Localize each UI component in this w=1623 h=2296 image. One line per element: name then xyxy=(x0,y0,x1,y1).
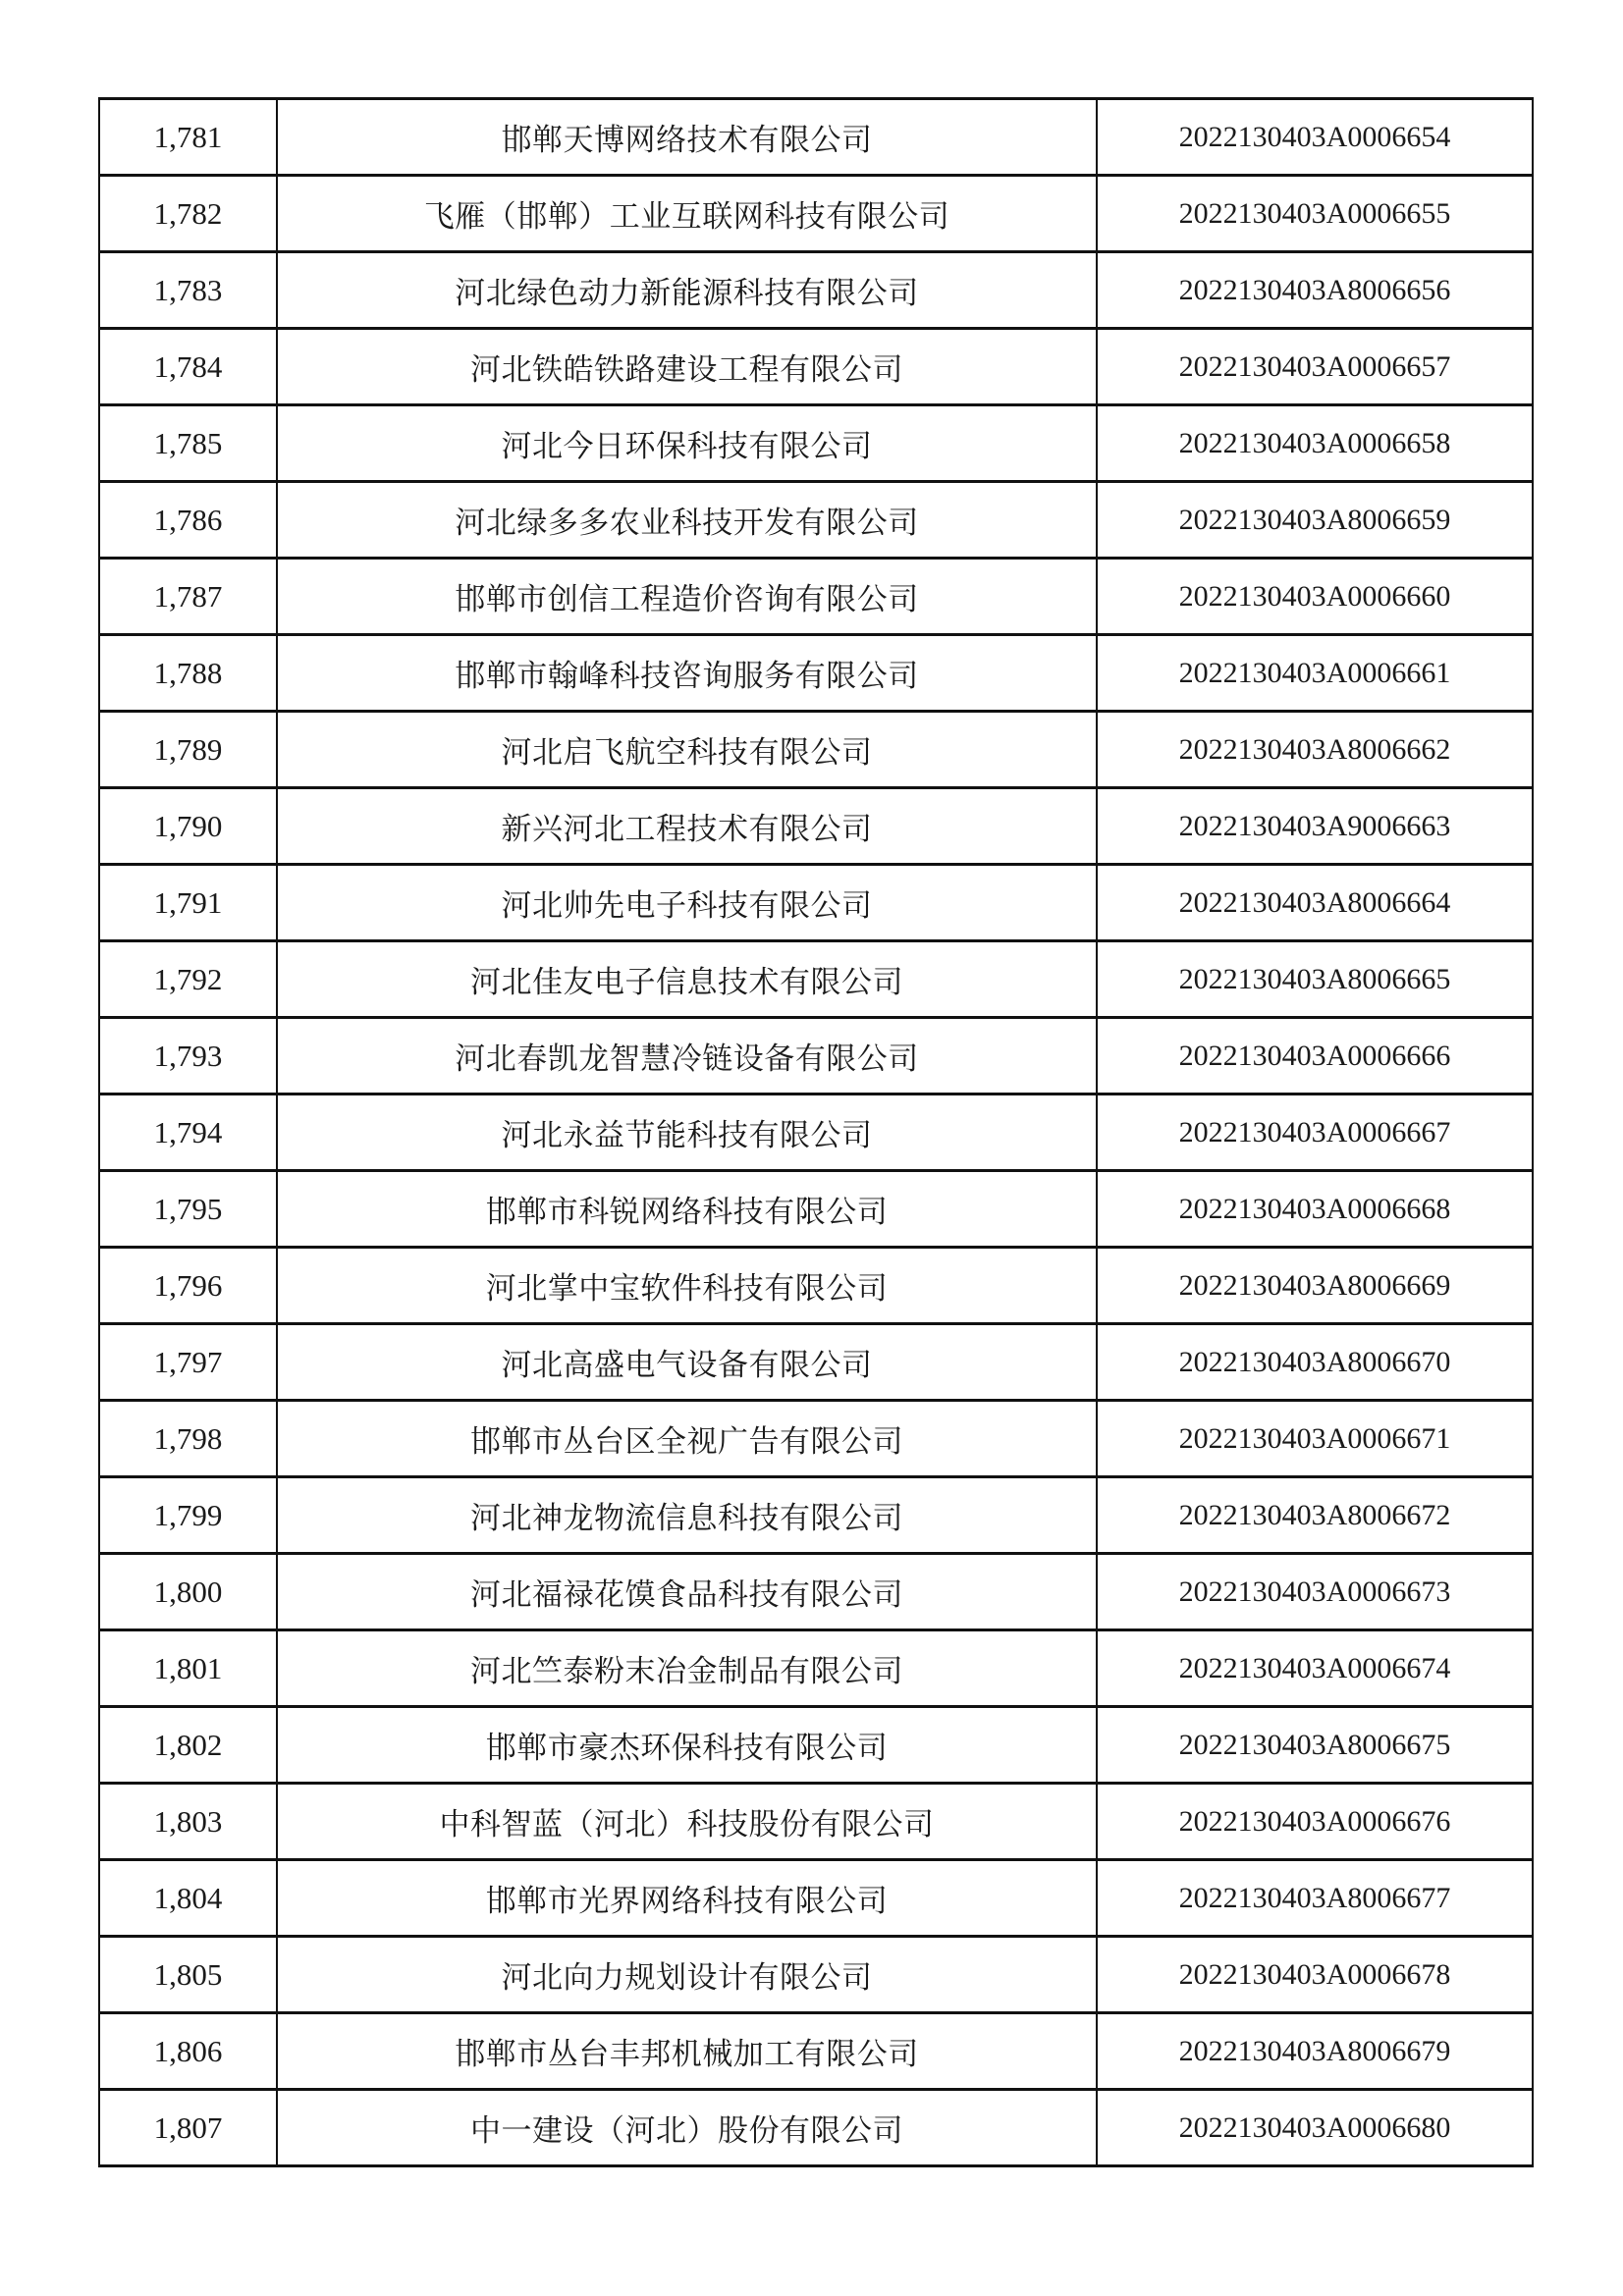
company-name-cell: 河北今日环保科技有限公司 xyxy=(277,405,1097,482)
company-name-cell: 新兴河北工程技术有限公司 xyxy=(277,788,1097,865)
registration-code-cell: 2022130403A8006662 xyxy=(1097,712,1533,788)
table-row xyxy=(99,1860,1533,1937)
company-name-cell: 邯郸市丛台丰邦机械加工有限公司 xyxy=(277,2013,1097,2090)
table-row xyxy=(99,405,1533,482)
registration-code-cell: 2022130403A0006674 xyxy=(1097,1630,1533,1707)
row-number-cell: 1,785 xyxy=(99,405,277,482)
registration-code-cell: 2022130403A8006669 xyxy=(1097,1248,1533,1324)
row-number-cell: 1,788 xyxy=(99,635,277,712)
company-name-cell: 河北高盛电气设备有限公司 xyxy=(277,1324,1097,1401)
row-number-cell: 1,807 xyxy=(99,2090,277,2166)
row-number-cell: 1,795 xyxy=(99,1171,277,1248)
row-number-cell: 1,805 xyxy=(99,1937,277,2013)
company-name-cell: 邯郸市创信工程造价咨询有限公司 xyxy=(277,559,1097,635)
row-number-cell: 1,783 xyxy=(99,252,277,329)
company-registry-table xyxy=(98,97,1534,2167)
company-name-cell: 河北绿色动力新能源科技有限公司 xyxy=(277,252,1097,329)
row-number-cell: 1,784 xyxy=(99,329,277,405)
row-number-cell: 1,798 xyxy=(99,1401,277,1477)
row-number-cell: 1,786 xyxy=(99,482,277,559)
company-name-cell: 河北掌中宝软件科技有限公司 xyxy=(277,1248,1097,1324)
table-body xyxy=(99,99,1533,2166)
row-number-cell: 1,796 xyxy=(99,1248,277,1324)
table-row xyxy=(99,99,1533,176)
table-row xyxy=(99,635,1533,712)
table-row xyxy=(99,1095,1533,1171)
registration-code-cell: 2022130403A0006654 xyxy=(1097,99,1533,176)
registration-code-cell: 2022130403A0006667 xyxy=(1097,1095,1533,1171)
table-row xyxy=(99,1401,1533,1477)
table-row xyxy=(99,1784,1533,1860)
company-name-cell: 河北绿多多农业科技开发有限公司 xyxy=(277,482,1097,559)
registration-code-cell: 2022130403A0006666 xyxy=(1097,1018,1533,1095)
table-row xyxy=(99,1937,1533,2013)
registration-code-cell: 2022130403A0006671 xyxy=(1097,1401,1533,1477)
registration-code-cell: 2022130403A8006664 xyxy=(1097,865,1533,941)
company-name-cell: 河北向力规划设计有限公司 xyxy=(277,1937,1097,2013)
registration-code-cell: 2022130403A8006670 xyxy=(1097,1324,1533,1401)
registration-code-cell: 2022130403A0006680 xyxy=(1097,2090,1533,2166)
registration-code-cell: 2022130403A9006663 xyxy=(1097,788,1533,865)
registration-code-cell: 2022130403A0006660 xyxy=(1097,559,1533,635)
registration-code-cell: 2022130403A0006668 xyxy=(1097,1171,1533,1248)
table-row xyxy=(99,1171,1533,1248)
row-number-cell: 1,787 xyxy=(99,559,277,635)
registration-code-cell: 2022130403A8006659 xyxy=(1097,482,1533,559)
table-row xyxy=(99,1477,1533,1554)
table-row xyxy=(99,1248,1533,1324)
registration-code-cell: 2022130403A8006656 xyxy=(1097,252,1533,329)
registration-code-cell: 2022130403A8006679 xyxy=(1097,2013,1533,2090)
registration-code-cell: 2022130403A0006658 xyxy=(1097,405,1533,482)
registration-code-cell: 2022130403A8006675 xyxy=(1097,1707,1533,1784)
company-name-cell: 邯郸市丛台区全视广告有限公司 xyxy=(277,1401,1097,1477)
table-row xyxy=(99,1324,1533,1401)
row-number-cell: 1,792 xyxy=(99,941,277,1018)
row-number-cell: 1,797 xyxy=(99,1324,277,1401)
table-row xyxy=(99,1630,1533,1707)
company-name-cell: 河北神龙物流信息科技有限公司 xyxy=(277,1477,1097,1554)
company-name-cell: 邯郸市翰峰科技咨询服务有限公司 xyxy=(277,635,1097,712)
row-number-cell: 1,806 xyxy=(99,2013,277,2090)
company-name-cell: 中一建设（河北）股份有限公司 xyxy=(277,2090,1097,2166)
row-number-cell: 1,800 xyxy=(99,1554,277,1630)
table-row xyxy=(99,712,1533,788)
company-name-cell: 河北铁皓铁路建设工程有限公司 xyxy=(277,329,1097,405)
registration-code-cell: 2022130403A0006676 xyxy=(1097,1784,1533,1860)
registration-code-cell: 2022130403A8006665 xyxy=(1097,941,1533,1018)
row-number-cell: 1,801 xyxy=(99,1630,277,1707)
company-name-cell: 河北永益节能科技有限公司 xyxy=(277,1095,1097,1171)
table-row xyxy=(99,1554,1533,1630)
company-name-cell: 邯郸市科锐网络科技有限公司 xyxy=(277,1171,1097,1248)
company-name-cell: 邯郸天博网络技术有限公司 xyxy=(277,99,1097,176)
row-number-cell: 1,803 xyxy=(99,1784,277,1860)
company-name-cell: 河北帅先电子科技有限公司 xyxy=(277,865,1097,941)
table-row xyxy=(99,865,1533,941)
row-number-cell: 1,802 xyxy=(99,1707,277,1784)
registration-code-cell: 2022130403A0006655 xyxy=(1097,176,1533,252)
row-number-cell: 1,782 xyxy=(99,176,277,252)
registration-code-cell: 2022130403A0006673 xyxy=(1097,1554,1533,1630)
row-number-cell: 1,794 xyxy=(99,1095,277,1171)
company-name-cell: 河北佳友电子信息技术有限公司 xyxy=(277,941,1097,1018)
registration-code-cell: 2022130403A8006672 xyxy=(1097,1477,1533,1554)
table-row xyxy=(99,1018,1533,1095)
company-name-cell: 邯郸市光界网络科技有限公司 xyxy=(277,1860,1097,1937)
table-row xyxy=(99,788,1533,865)
table-row xyxy=(99,482,1533,559)
table-row xyxy=(99,329,1533,405)
company-name-cell: 河北福禄花馍食品科技有限公司 xyxy=(277,1554,1097,1630)
company-name-cell: 河北启飞航空科技有限公司 xyxy=(277,712,1097,788)
table-row xyxy=(99,2090,1533,2166)
row-number-cell: 1,790 xyxy=(99,788,277,865)
company-name-cell: 河北竺泰粉末冶金制品有限公司 xyxy=(277,1630,1097,1707)
table-row xyxy=(99,252,1533,329)
row-number-cell: 1,791 xyxy=(99,865,277,941)
company-name-cell: 飞雁（邯郸）工业互联网科技有限公司 xyxy=(277,176,1097,252)
row-number-cell: 1,789 xyxy=(99,712,277,788)
company-name-cell: 河北春凯龙智慧冷链设备有限公司 xyxy=(277,1018,1097,1095)
company-name-cell: 邯郸市豪杰环保科技有限公司 xyxy=(277,1707,1097,1784)
table-row xyxy=(99,2013,1533,2090)
table-row xyxy=(99,941,1533,1018)
registration-code-cell: 2022130403A0006661 xyxy=(1097,635,1533,712)
registration-code-cell: 2022130403A0006678 xyxy=(1097,1937,1533,2013)
registration-code-cell: 2022130403A8006677 xyxy=(1097,1860,1533,1937)
row-number-cell: 1,781 xyxy=(99,99,277,176)
row-number-cell: 1,804 xyxy=(99,1860,277,1937)
registration-code-cell: 2022130403A0006657 xyxy=(1097,329,1533,405)
company-name-cell: 中科智蓝（河北）科技股份有限公司 xyxy=(277,1784,1097,1860)
row-number-cell: 1,799 xyxy=(99,1477,277,1554)
row-number-cell: 1,793 xyxy=(99,1018,277,1095)
table-row xyxy=(99,176,1533,252)
table-row xyxy=(99,1707,1533,1784)
table-row xyxy=(99,559,1533,635)
